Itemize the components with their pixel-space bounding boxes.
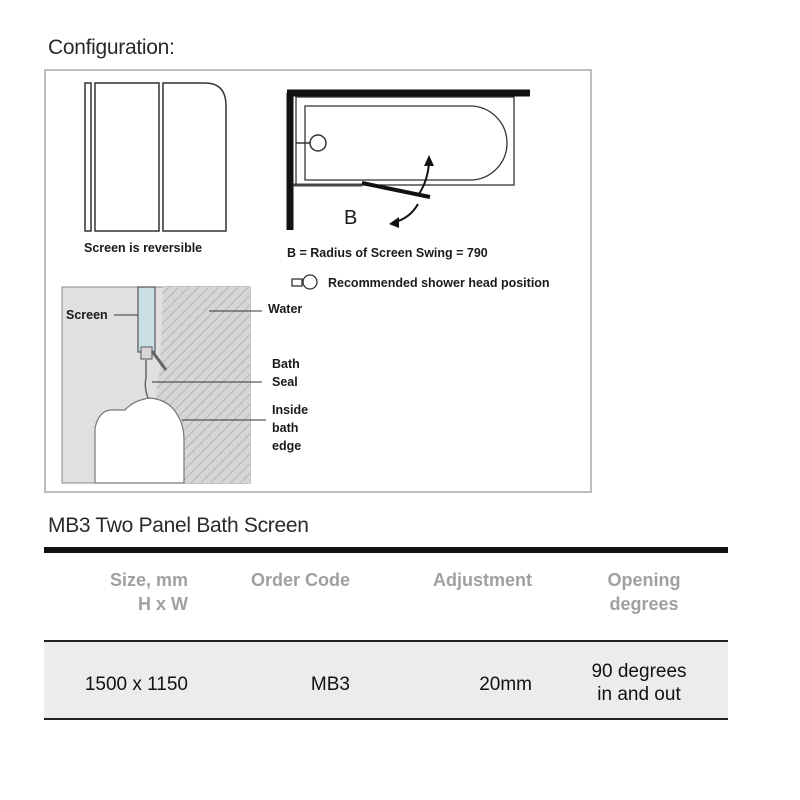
configuration-title: Configuration: [48, 36, 175, 59]
label-seal: Seal [272, 375, 298, 389]
label-bath: Bath [272, 357, 300, 371]
screen-elevation-drawing [85, 83, 226, 231]
cell-opening [570, 660, 708, 706]
header-order-code-line1: Order Code [250, 570, 350, 590]
cell-opening-line1: 90 degrees [591, 661, 687, 682]
label-inside: Inside [272, 403, 309, 417]
header-size-line1: Size, mm [109, 570, 188, 590]
table-bottom-rule [44, 718, 728, 720]
header-adjustment-line1: Adjustment [433, 570, 532, 590]
label-bath-2: bath [272, 421, 299, 435]
label-screen: Screen [66, 308, 108, 322]
shower-head-caption: Recommended shower head position [328, 276, 550, 290]
bath-plan-drawing [287, 93, 530, 230]
table-top-rule [44, 547, 728, 553]
label-water: Water [268, 302, 303, 316]
screen-reversible-caption: Screen is reversible [84, 241, 203, 255]
header-size [60, 568, 188, 616]
shower-head-icon [292, 275, 317, 289]
swing-letter: B [344, 207, 358, 229]
label-edge: edge [272, 439, 302, 453]
header-size-line2: H x W [137, 594, 188, 614]
header-adjustment [392, 568, 532, 592]
product-title: MB3 Two Panel Bath Screen [48, 514, 309, 537]
cell-size: 1500 x 1150 [84, 674, 188, 695]
screen-swing-caption: B = Radius of Screen Swing = 790 [287, 246, 488, 260]
cell-opening-line2: in and out [597, 684, 681, 705]
cell-order-code: MB3 [310, 674, 350, 695]
header-opening [580, 568, 708, 616]
header-opening-line2: degrees [609, 594, 679, 614]
header-opening-line1: Opening [607, 570, 681, 590]
cell-adjustment: 20mm [479, 674, 532, 695]
header-order-code [222, 568, 350, 592]
